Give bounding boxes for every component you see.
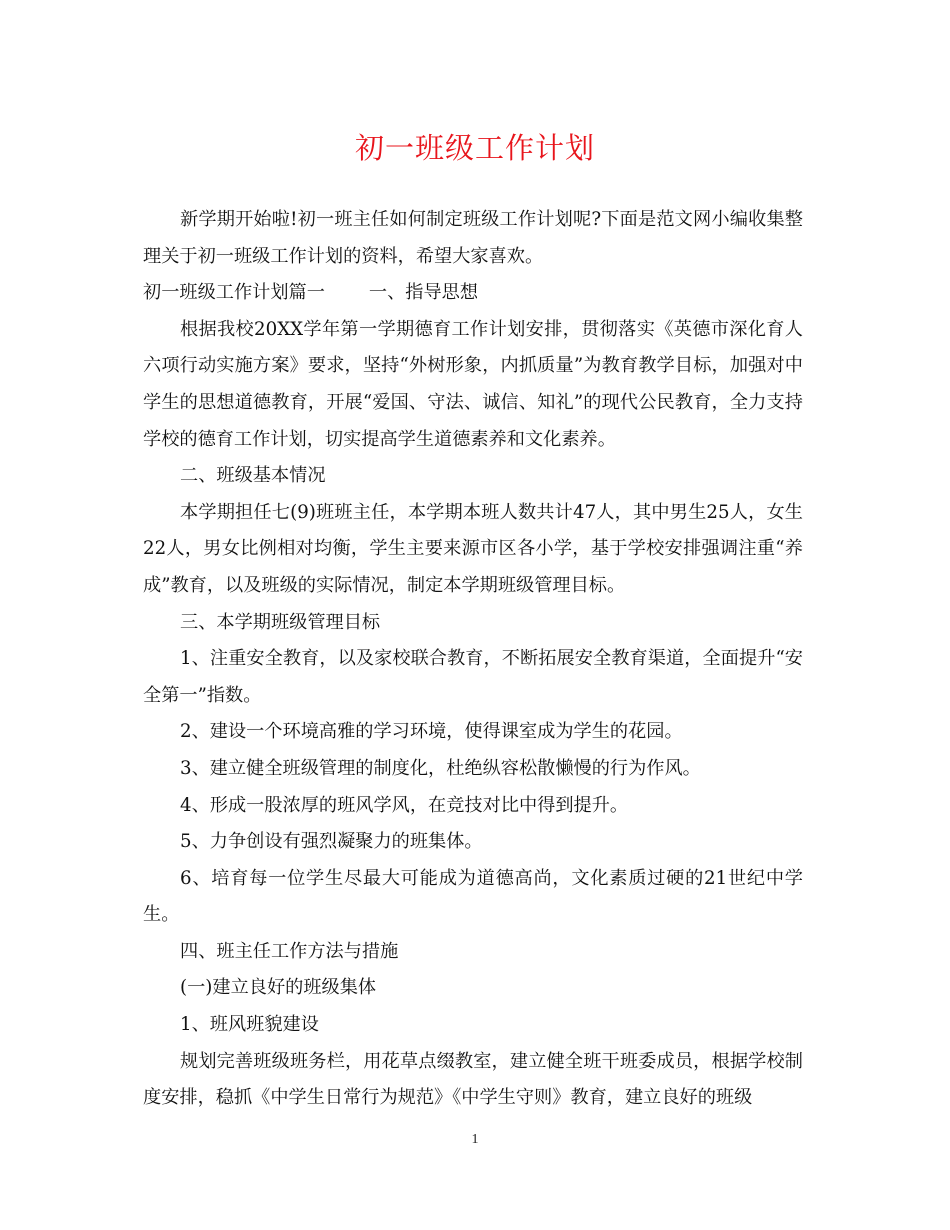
document-title: 初一班级工作计划: [354, 131, 595, 165]
goal-item-6: 6、培育每一位学生尽最大可能成为道德高尚，文化素质过硬的21世纪中学生。: [143, 867, 803, 926]
section-heading-line: [143, 275, 803, 312]
document-body: [143, 202, 803, 1117]
intro-paragraph: 新学期开始啦!初一班主任如何制定班级工作计划呢?下面是范文网小编收集整理关于初一班级工作计划的资料，希望大家喜欢。: [143, 209, 803, 267]
paragraph-class-situation: 本学期担任七(9)班班主任，本学期本班人数共计47人，其中男生25人，女生22人，男女比例相对均衡，学生主要来源市区各小学，基于学校安排强调注重“养成”教育，以及班级的实际情况，制定本学期班级管理目标。: [143, 501, 803, 596]
heading-methods: 四、班主任工作方法与措施: [180, 940, 399, 962]
section-label: 初一班级工作计划篇一: [143, 282, 325, 304]
subheading-class-style: 1、班风班貌建设: [180, 1014, 319, 1036]
goal-item-5: 5、力争创设有强烈凝聚力的班集体。: [180, 831, 483, 853]
goal-item-3: 3、建立健全班级管理的制度化，杜绝纵容松散懒慢的行为作风。: [180, 757, 701, 779]
goal-item-4: 4、形成一股浓厚的班风学风，在竞技对比中得到提升。: [180, 794, 629, 816]
paragraph-class-style: 规划完善班级班务栏，用花草点缀教室，建立健全班干班委成员，根据学校制度安排，稳抓《中学生日常行为规范》《中学生守则》教育，建立良好的班级: [143, 1050, 803, 1109]
goal-item-2: 2、建设一个环境高雅的学习环境，使得课室成为学生的花园。: [180, 721, 683, 743]
heading-class-situation: 二、班级基本情况: [180, 465, 326, 487]
goal-item-1: 1、注重安全教育，以及家校联合教育，不断拓展安全教育渠道，全面提升“安全第一”指数。: [143, 648, 803, 706]
heading-management-goals: 三、本学期班级管理目标: [180, 611, 381, 633]
heading-guiding-thought: 一、指导思想: [368, 282, 479, 304]
page-number: 1: [471, 1132, 479, 1147]
subheading-class-collective: (一)建立良好的班级集体: [180, 977, 377, 999]
paragraph-guiding-thought: 根据我校20XX学年第一学期德育工作计划安排，贯彻落实《英德市深化育人六项行动实施方案》要求，坚持“外树形象，内抓质量”为教育教学目标，加强对中学生的思想道德教育，开展“爱国、守法、诚信、知礼”的现代公民教育，全力支持学校的德育工作计划，切实提高学生道德素养和文化素养。: [143, 318, 803, 450]
